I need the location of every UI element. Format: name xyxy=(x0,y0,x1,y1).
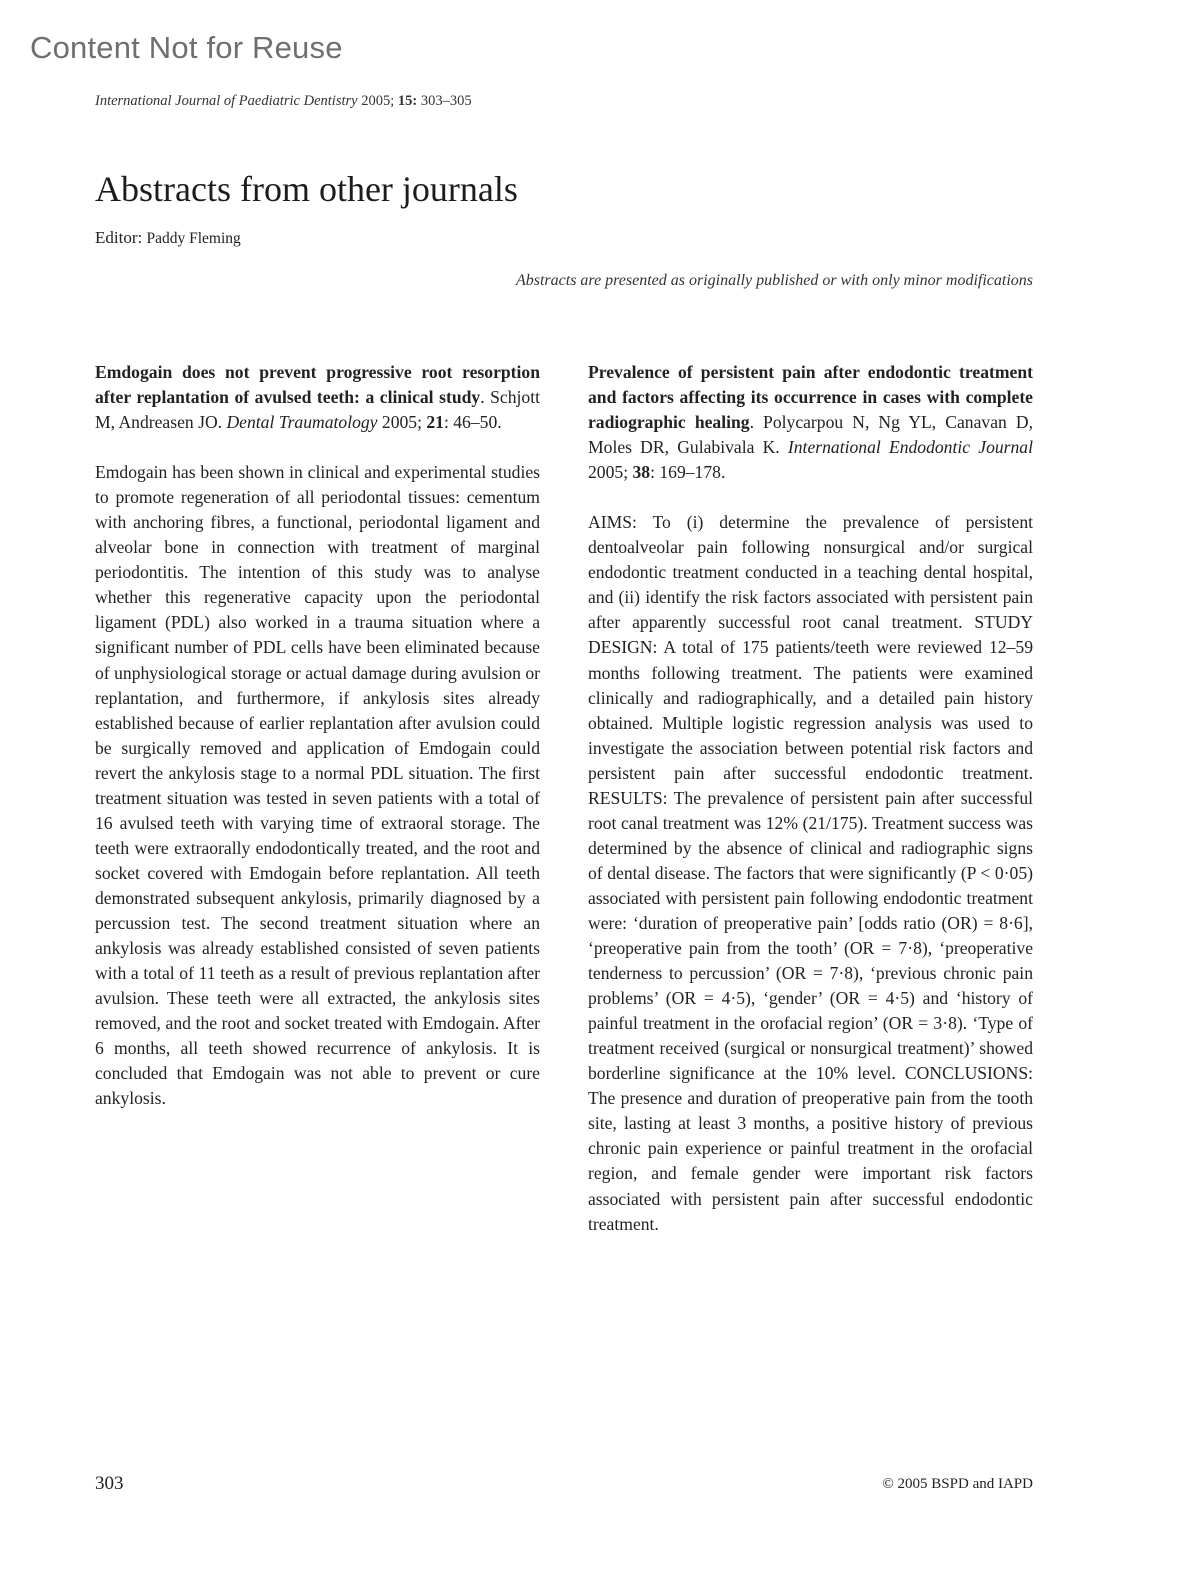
editor-line xyxy=(95,228,241,248)
article-abstract: Emdogain has been shown in clinical and experimental studies to promote regeneration of all periodontal tissues: cementum with anchoring fibres, a functional, periodontal ligament and alveolar bone in connection with treatment of marginal periodontitis. The intention of this study was to analyse whether this regenerative capacity upon the periodontal ligament (PDL) also worked in a trauma situation where a significant number of PDL cells have been eliminated because of unphysiological storage or actual damage during avulsion or replantation, and furthermore, if ankylosis sites already established because of earlier replantation after avulsion could be surgically removed and application of Emdogain could revert the ankylosis stage to a normal PDL situation. The first treatment situation was tested in seven patients with a total of 16 avulsed teeth with varying time of extraoral storage. The teeth were extraorally endodontically treated, and the root and socket covered with Emdogain before replantation. All teeth demonstrated subsequent ankylosis, primarily diagnosed by a percussion test. The second treatment situation where an ankylosis was already established consisted of seven patients with a total of 11 teeth as a result of previous replantation after avulsion. These teeth were all extracted, the ankylosis sites removed, and the root and socket treated with Emdogain. After 6 months, all teeth showed recurrence of ankylosis. It is concluded that Emdogain was not able to prevent or cure ankylosis. xyxy=(95,462,540,1109)
article-year: 2005; xyxy=(588,462,629,483)
abstract-column-left xyxy=(95,360,540,1111)
running-head-journal: International Journal of Paediatric Dentistry xyxy=(95,93,358,109)
running-head xyxy=(95,93,472,110)
article-title: Prevalence of persistent pain after endodontic treatment and factors affecting its occurrence in cases with complete radiographic healing xyxy=(588,362,1033,433)
running-head-volume: 15: xyxy=(397,93,418,109)
article-citation: Prevalence of persistent pain after endodontic treatment and factors affecting its occurrence in cases with complete radiographic healing. Polycarpou N, Ng YL, Canavan D, Moles DR, Gulabivala K. International Endodontic Journal 2005; 38: 169–178. xyxy=(588,362,1033,483)
article-journal: Dental Traumatology xyxy=(226,412,378,433)
running-head-year: 2005; xyxy=(361,93,395,109)
section-title: Abstracts from other journals xyxy=(95,169,518,209)
article-abstract: AIMS: To (i) determine the prevalence of persistent dentoalveolar pain following nonsurgical and/or surgical endodontic treatment conducted in a teaching dental hospital, and (ii) identify the risk factors associated with persistent pain after apparently successful root canal treatment. STUDY DESIGN: A total of 175 patients/teeth were reviewed 12–59 months following treatment. The patients were examined clinically and radiographically, and a detailed pain history obtained. Multiple logistic regression analysis was used to investigate the association between potential risk factors and persistent pain after successful endodontic treatment. RESULTS: The prevalence of persistent pain after successful root canal treatment was 12% (21/175). Treatment success was determined by the absence of clinical and radiographic signs of dental disease. The factors that were significantly (P < 0·05) associated with persistent pain following endodontic treatment were: ‘duration of preoperative pain’ [odds ratio (OR) = 8·6], ‘preoperative pain from the tooth’ (OR = 7·8), ‘preoperative tenderness to percussion’ (OR = 7·8), ‘previous chronic pain problems’ (OR = 4·5), ‘gender’ (OR = 4·5) and ‘history of painful treatment in the orofacial region’ (OR = 3·8). ‘Type of treatment received (surgical or nonsurgical treatment)’ showed borderline significance at the 10% level. CONCLUSIONS: The presence and duration of preoperative pain from the tooth site, lasting at least 3 months, a positive history of previous chronic pain experience or painful treatment in the orofacial region, and female gender were important risk factors associated with persistent pain after successful endodontic treatment. xyxy=(588,512,1033,1234)
editor-name: Paddy Fleming xyxy=(146,230,241,247)
article-volume: 21 xyxy=(426,412,444,433)
watermark-text: Content Not for Reuse xyxy=(30,30,343,65)
article-journal: International Endodontic Journal xyxy=(787,437,1033,458)
disclaimer: Abstracts are presented as originally published or with only minor modifications xyxy=(515,272,1033,289)
article-pages: : 46–50. xyxy=(443,412,502,433)
article-authors: Schjott M, Andreasen JO. xyxy=(95,387,540,433)
article-volume: 38 xyxy=(632,462,651,483)
editor-label: Editor: xyxy=(95,228,143,247)
article-year: 2005; xyxy=(381,412,422,433)
article-citation: Emdogain does not prevent progressive root resorption after replantation of avulsed teeth: a clinical study. Schjott M, Andreasen JO. Dental Traumatology 2005; 21: 46–50. xyxy=(95,362,540,433)
article-title: Emdogain does not prevent progressive root resorption after replantation of avulsed teeth: a clinical study xyxy=(95,362,540,408)
page-number: 303 xyxy=(95,1473,124,1494)
copyright-notice: © 2005 BSPD and IAPD xyxy=(882,1476,1033,1492)
article-pages: : 169–178. xyxy=(650,462,726,483)
article-authors: Polycarpou N, Ng YL, Canavan D, Moles DR, Gulabivala K. xyxy=(588,412,1033,458)
running-head-pages: 303–305 xyxy=(420,93,472,109)
abstract-column-right xyxy=(588,360,1033,1237)
